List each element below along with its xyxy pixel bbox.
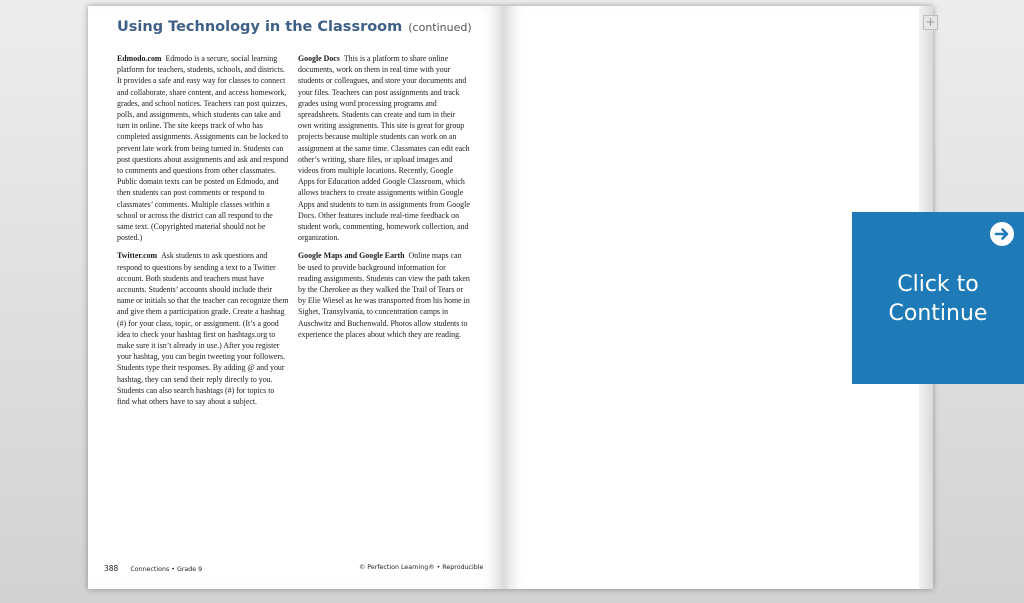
entry-term: Google Maps and Google Earth (298, 251, 405, 261)
entry-term: Google Docs (298, 54, 340, 63)
continue-label: Click to Continue (888, 272, 988, 326)
plus-icon[interactable]: + (923, 15, 938, 30)
page-title-text: Using Technology in the Classroom (117, 19, 403, 35)
book-viewer (88, 6, 936, 589)
page-title (117, 19, 472, 35)
entry-text: This is a platform to share online documents, work on them in real time with your students or colleagues, and store your documents and your files. Teachers can post assignments and track grades using word processing programs and spreadsheets. Students can create and turn in their own writing assignments. This site is great for group projects because multiple students can work on an assignment at the same time. Classmates can edit each other’s writing, share files, or upload images and videos from multiple locations. Recently, Google Apps for Education added Google Classroom, which allows teachers to create assignments within Google Apps and students to turn in assignments from Google Docs. Other features include real-time feedback on student work, commenting, homework collection, and organization. (298, 54, 470, 243)
copyright-notice: © Perfection Learning® • Reproducible (359, 564, 484, 571)
left-column (117, 53, 289, 414)
entry-term: Edmodo.com (117, 54, 162, 63)
click-to-continue-button[interactable] (852, 212, 1024, 384)
page-title-suffix: (continued) (408, 21, 472, 34)
entry-term: Twitter.com (117, 251, 158, 261)
arrow-right-circle-icon (990, 222, 1014, 246)
entry-google-docs (298, 53, 470, 243)
entry-text: Ask students to ask questions and respond to questions by sending a text to a Twitter account. Both students and teachers must have accounts. Students’ accounts should include their name or initials so that the teacher can recognize them and give them a participation grade. Create a hashtag (#) for your class, topic, or assignment. (It’s a good idea to check your hashtag first on hashtags.org to make sure it isn’t already in use.) After you register your hashtag, you can begin tweeting your followers. Students type their responses. By adding @ and your hashtag, they can send their reply directly to you. Students can also search hashtags (#) for topics to find what others have to say about a subject. (117, 251, 289, 407)
entry-edmodo (117, 53, 289, 243)
entry-twitter (117, 250, 289, 407)
right-column (298, 53, 470, 347)
book-title: Connections • Grade 9 (130, 566, 203, 573)
entry-google-maps (298, 250, 470, 340)
page-footer-left (104, 564, 202, 573)
page-number: 388 (104, 564, 119, 573)
entry-text: Online maps can be used to provide background information for reading assignments. Students can view the path taken by the Cherokee as they walked the Trail of Tears or by Elie Wiesel as he was transported from his home in Sighet, Transylvania, to concentration camps in Auschwitz and Buchenwald. Photos allow students to experience the places about which they are reading. (298, 251, 470, 339)
page-footer-right (359, 564, 483, 571)
left-page (88, 6, 504, 589)
entry-text: Edmodo is a secure, social learning platform for teachers, students, schools, and districts. It provides a safe and easy way for classes to connect and collaborate, share content, and access homework, grades, and school notices. Teachers can post quizzes, polls, and assignments, which students can take and turn in online. The site keeps track of who has completed assignments. Assignments can be locked to prevent late work from being turned in. Students can post questions about assignments and ask and respond to comments and questions from other classmates. Public domain texts can be posted on Edmodo, and then students can post comments or respond to classmates’ comments. Multiple classes within a school or across the district can all respond to the same text. (Copyrighted material should not be posted.) (117, 54, 289, 243)
